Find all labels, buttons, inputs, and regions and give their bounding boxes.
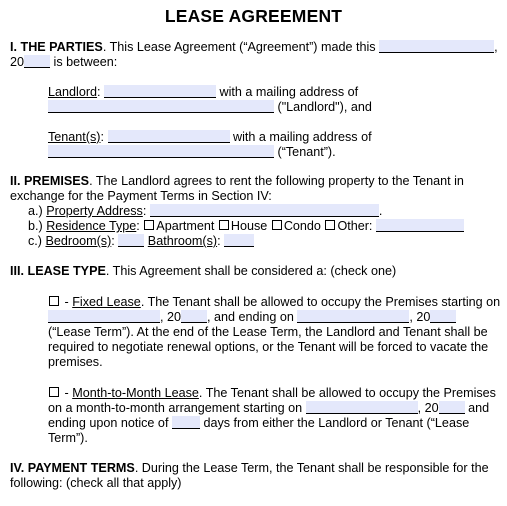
landlord-label: Landlord (48, 85, 98, 99)
condo-checkbox[interactable] (272, 220, 282, 230)
landlord-address-field[interactable] (48, 100, 274, 113)
m2m-lease-line-1 (48, 386, 496, 401)
fixed-lease-label: Fixed Lease (72, 295, 141, 309)
m2m-lease-text-4: Term”). (48, 431, 88, 445)
fixed-lease-line-4 (48, 340, 488, 355)
m2m-lease-line-2 (48, 401, 489, 416)
m2m-year-prefix: , 20 (417, 401, 439, 415)
landlord-line-1: Landlord: with a mailing address of (48, 85, 359, 99)
landlord-end-text: ("Landlord"), and (277, 100, 372, 114)
fixed-lease-line-1 (48, 295, 500, 310)
m2m-lease-text-1: . The Tenant shall be allowed to occupy the Premises (198, 386, 496, 400)
premises-heading: II. PREMISES (10, 174, 90, 188)
premises-rooms-line: c.) Bedroom(s): Bathroom(s): (28, 234, 254, 249)
lease-type-heading: III. LEASE TYPE (10, 264, 106, 278)
item-b-prefix: b.) (28, 219, 43, 233)
property-address-field[interactable] (150, 204, 379, 217)
m2m-notice-text: ending upon notice of (48, 416, 169, 430)
fixed-start-date-field[interactable] (48, 310, 160, 323)
lease-type-line (10, 264, 396, 279)
fixed-lease-text-1: . The Tenant shall be allowed to occupy the Premises starting on (140, 295, 501, 309)
premises-address-line: a.) Property Address: . (28, 204, 383, 218)
m2m-start-date-field[interactable] (306, 401, 418, 414)
premises-exchange-text: exchange for the Payment Terms in Section IV: (10, 189, 272, 203)
fixed-lease-text-5: premises. (48, 355, 103, 369)
fixed-lease-line-3 (48, 325, 488, 340)
bathrooms-field[interactable] (224, 234, 254, 247)
landlord-mailing-text: with a mailing address of (219, 85, 359, 99)
tenant-label: Tenant(s) (48, 130, 101, 144)
lease-type-text: . This Agreement shall be considered a: (check one) (105, 264, 397, 278)
condo-label: Condo (283, 219, 321, 233)
m2m-lease-dash: - (64, 386, 69, 400)
premises-line-1 (10, 174, 464, 189)
residence-type-label: Residence Type (46, 219, 137, 233)
payment-check-text: following: (check all that apply) (10, 476, 182, 490)
bathrooms-label: Bathroom(s) (147, 234, 218, 248)
other-type-field[interactable] (376, 219, 464, 232)
payment-line-2 (10, 476, 182, 491)
premises-type-line: b.) Residence Type: Apartment House Condo Other: (28, 219, 464, 234)
document-title: LEASE AGREEMENT (164, 6, 343, 26)
premises-intro-text: . The Landlord agrees to rent the following property to the Tenant in (89, 174, 464, 188)
property-address-label: Property Address (46, 204, 143, 218)
bedrooms-label: Bedroom(s) (45, 234, 112, 248)
parties-between-text: is between: (53, 55, 118, 69)
fixed-lease-line-2 (48, 310, 456, 325)
fixed-lease-text-4: required to negotiate renewal options, or the Tenant will be forced to vacate the (48, 340, 489, 354)
premises-line-2 (10, 189, 272, 204)
tenant-name-field[interactable] (108, 130, 230, 143)
tenant-address-field[interactable] (48, 145, 274, 158)
agreement-year-field[interactable] (24, 55, 50, 68)
m2m-lease-label: Month-to-Month Lease (72, 386, 199, 400)
other-label: Other: (337, 219, 373, 233)
fixed-lease-text-3: (“Lease Term”). At the end of the Lease Term, the Landlord and Tenant shall be (48, 325, 488, 339)
m2m-and-text: and (468, 401, 490, 415)
parties-heading: I. THE PARTIES (10, 40, 103, 54)
parties-intro-text: . This Lease Agreement (“Agreement”) made this (102, 40, 376, 54)
m2m-start-year-field[interactable] (439, 401, 465, 414)
notice-days-field[interactable] (172, 416, 200, 429)
fixed-end-year-field[interactable] (430, 310, 456, 323)
m2m-lease-checkbox[interactable] (49, 387, 59, 397)
parties-line-2 (10, 55, 117, 70)
apartment-label: Apartment (156, 219, 215, 233)
house-checkbox[interactable] (219, 220, 229, 230)
payment-line-1 (10, 461, 489, 476)
year-prefix: 20 (10, 55, 25, 69)
fixed-end-year-prefix: , 20 (409, 310, 431, 324)
fixed-lease-checkbox[interactable] (49, 296, 59, 306)
landlord-line-2 (48, 100, 372, 115)
tenant-line-1: Tenant(s): with a mailing address of (48, 130, 372, 144)
landlord-name-field[interactable] (104, 85, 216, 98)
fixed-ending-text: , and ending on (207, 310, 294, 324)
payment-intro-text: . During the Lease Term, the Tenant shall be responsible for the (134, 461, 489, 475)
other-checkbox[interactable] (325, 220, 335, 230)
tenant-mailing-text: with a mailing address of (233, 130, 372, 144)
parties-line-1: I. THE PARTIES. This Lease Agreement (“Agreement”) made this , (10, 40, 498, 54)
tenant-line-2 (48, 145, 336, 160)
fixed-lease-line-5 (48, 355, 103, 370)
m2m-lease-text-2: on a month-to-month arrangement starting on (48, 401, 303, 415)
fixed-lease-dash: - (64, 295, 69, 309)
house-label: House (230, 219, 268, 233)
item-c-prefix: c.) (28, 234, 42, 248)
m2m-days-text: days from either the Landlord or Tenant (“Lease (203, 416, 470, 430)
apartment-checkbox[interactable] (144, 220, 154, 230)
payment-heading: IV. PAYMENT TERMS (10, 461, 135, 475)
fixed-end-date-field[interactable] (297, 310, 409, 323)
fixed-start-year-prefix: , 20 (160, 310, 182, 324)
m2m-lease-line-4 (48, 431, 88, 446)
m2m-lease-line-3 (48, 416, 469, 431)
item-a-prefix: a.) (28, 204, 43, 218)
tenant-end-text: (“Tenant”). (277, 145, 336, 159)
bedrooms-field[interactable] (118, 234, 144, 247)
agreement-day-field[interactable] (379, 40, 494, 53)
fixed-start-year-field[interactable] (181, 310, 207, 323)
